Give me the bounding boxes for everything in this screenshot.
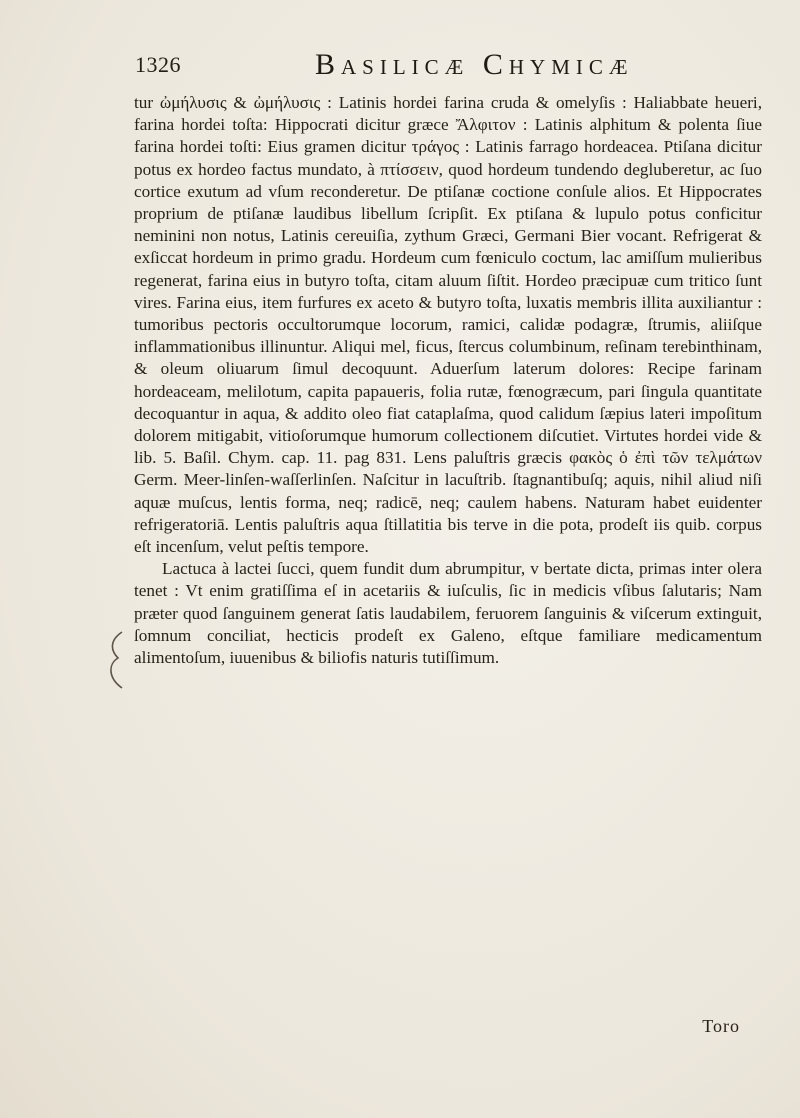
paragraph-hordeum: tur ὠμήλυσις & ὠμήλυσις : Latinis hordei farina cruda & omelyſis : Haliabbate heueri, farina hordei toſta: Hippocrati dicitur græce Ἄλφιτον : Latinis alphitum & polenta ſiue farina hordei toſti: Eius gramen dicitur τράγος : Latinis farrago hordeacea. Ptiſana dicitur potus ex hordeo factus mundato, à πτίσσειν, quod hordeum tundendo degluberetur, ac ſuo cortice exutum ad vſum reconderetur. De ptiſanæ coctione conſule alios. Et Hippocrates proprium de ptiſanæ laudibus libellum ſcripſit. Ex ptiſana & lupulo potus conficitur neminini non notus, Latinis cereuiſia, zythum Græci, Germani Bier vocant. Refrigerat & exſiccat hordeum in primo gradu. Hordeum cum fœniculo coctum, lac amiſſum mulieribus regenerat, farina eius in butyro toſta, citam aluum ſiſtit. Hordeo præcipuæ cum tritico ſunt vires. Farina eius, item furfures ex aceto & butyro toſta, luxatis membris illita auxiliantur : tumoribus pectoris occultorumque locorum, ramici, calidæ podagræ, ſtrumis, aliiſque inflammationibus illinuntur. Aliqui mel, ficus, ſtercus columbinum, reſinam terebinthinam, & oleum oliuarum ſimul decoquunt. Aduerſum laterum dolores: Recipe farinam hordeaceam, melilotum, capita papaueris, folia rutæ, fœnogræcum, pari ſingula quantitate decoquantur in aqua, & addito oleo fiat cataplaſma, quod calidum ſæpius lateri impoſitum dolorem mitigabit, vitioſorumque humorum collectionem diſcutiet. Virtutes hordei vide & lib. 5. Baſil. Chym. cap. 11. pag 831. Lens paluſtris græcis φακὸς ὁ ἐπὶ τῶν τελμάτων Germ. Meer-linſen-waſſerlinſen. Naſcitur in lacuſtrib. ſtagnantibuſq; aquis, nihil aliud niſi aquæ muſcus, lentis forma, neq; radicē, neq; caulem habens. Naturam habet euidenter refrigeratoriā. Lentis paluſtris aqua ſtillatitia bis terve in die pota, prodeſt iis quib. corpus eſt incenſum, velut peſtis tempore. — [134, 93, 762, 557]
body-text — [134, 92, 762, 669]
running-title: Basilicæ Chymicæ — [315, 48, 634, 81]
page-number: 1326 — [135, 52, 181, 77]
margin-bracket-mark — [100, 630, 130, 690]
paragraph-lactuca: Lactuca à lactei ſucci, quem fundit dum abrumpitur, v bertate dicta, primas inter olera tenet : Vt enim gratiſſima eſ in acetariis & iuſculis, ſic in medicis vſibus ſalutaris; Nam præter quod ſanguinem generat ſatis laudabilem, feruorem ſanguinis & viſcerum extinguit, ſomnum conciliat, hecticis prodeſt ex Galeno, eſtque familiare medicamentum alimentoſum, iuuenibus & biliofis naturis tutiſſimum. — [134, 559, 762, 668]
page-header — [135, 48, 745, 92]
catchword: Toro — [702, 1016, 740, 1036]
